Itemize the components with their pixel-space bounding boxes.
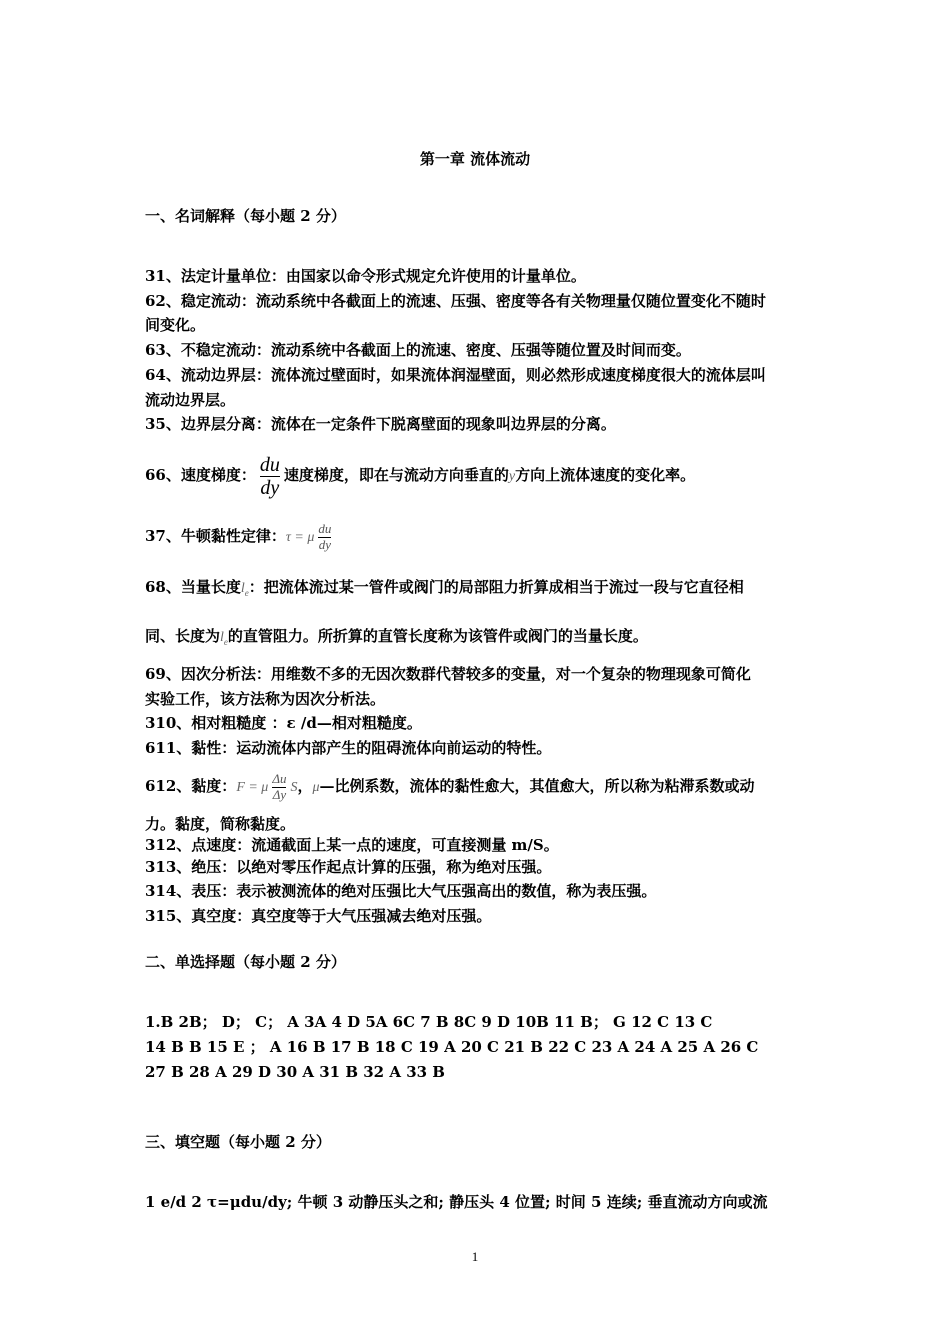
newton-law-lhs: τ = μ: [285, 530, 315, 545]
section-heading-definitions: 一、名词解释（每小题 2 分）: [145, 207, 346, 225]
page-number: 1: [471, 1249, 479, 1264]
definition-66-text: 速度梯度，即在与流动方向垂直的: [283, 466, 509, 484]
definition-315: 315、真空度：真空度等于大气压强减去绝对压强。: [145, 907, 492, 925]
definition-313: 313、绝压：以绝对零压作起点计算的压强，称为绝对压强。: [145, 858, 552, 876]
answers-row-3: 27 B 28 A 29 D 30 A 31 B 32 A 33 B: [145, 1063, 445, 1081]
viscosity-formula-lhs: F = μ: [236, 780, 269, 795]
section-heading-fill-blank: 三、填空题（每小题 2 分）: [145, 1133, 331, 1151]
definition-63: 63、不稳定流动：流动系统中各截面上的流速、密度、压强等随位置及时间而变。: [145, 341, 691, 359]
definition-312: 312、点速度：流通截面上某一点的速度，可直接测量 m/S。: [145, 836, 559, 854]
definition-64-cont: 流动边界层。: [145, 391, 236, 409]
definition-62-cont: 间变化。: [145, 316, 206, 334]
definition-37: 37、牛顿黏性定律：τ = μ $\frac{du}{dy}$: [145, 521, 332, 552]
definition-64: 64、流动边界层：流体流过壁面时，如果流体润湿壁面，则必然形成速度梯度很大的流体层叫: [145, 366, 766, 384]
definition-612-cont: 力。黏度，简称黏度。: [145, 815, 296, 833]
definition-69-cont: 实验工作，该方法称为因次分析法。: [145, 690, 386, 708]
chapter-title: 第一章 流体流动: [419, 150, 531, 168]
answers-row-2: 14 B B 15 E ； A 16 B 17 B 18 C 19 A 20 C 21 B 22 C 23 A 24 A 25 A 26 C: [145, 1038, 759, 1056]
newton-law-fraction: $\frac{du}{dy}$: [318, 521, 332, 552]
definition-62: 62、稳定流动：流动系统中各截面上的流速、压强、密度等各有关物理量仅随位置变化不随时: [145, 292, 766, 310]
definition-66-label: 66、速度梯度：: [145, 466, 256, 484]
definition-69: 69、因次分析法：用维数不多的无因次数群代替较多的变量，对一个复杂的物理现象可简化: [145, 665, 751, 683]
velocity-gradient-formula: $\frac{du}{dy}$: [259, 453, 280, 499]
definition-35: 35、边界层分离：流体在一定条件下脱离壁面的现象叫边界层的分离。: [145, 415, 616, 433]
definition-68: 68、当量长度$l_e$：把流体流过某一管件或阀门的局部阻力折算成相当于流过一段与它直径相: [145, 578, 744, 598]
section-heading-single-choice: 二、单选择题（每小题 2 分）: [145, 953, 346, 971]
fill-blank-answers: 1 e/d 2 τ=μdu/dy; 牛顿 3 动静压头之和; 静压头 4 位置; 时间 5 连续; 垂直流动方向或流: [145, 1193, 768, 1211]
definition-314: 314、表压：表示被测流体的绝对压强比大气压强高出的数值，称为表压强。: [145, 882, 657, 900]
definition-68-cont: 同、长度为$l_e$的直管阻力。所折算的直管长度称为该管件或阀门的当量长度。: [145, 627, 648, 647]
definition-611: 611、黏性：运动流体内部产生的阻碍流体向前运动的特性。: [145, 739, 552, 757]
answers-row-1: 1.B 2B； D； C； A 3A 4 D 5A 6C 7 B 8C 9 D 10B 11 B； G 12 C 13 C: [145, 1013, 713, 1031]
definition-66: 66、速度梯度： $\frac{du}{dy}$ 速度梯度，即在与流动方向垂直的y方向上流体速度的变化率。: [145, 453, 696, 499]
definition-31: 31、法定计量单位：由国家以命令形式规定允许使用的计量单位。: [145, 267, 586, 285]
viscosity-formula-fraction: $\frac{\Delta u}{\Delta y}$: [272, 771, 287, 802]
definition-612: 612、黏度：F = μ $\frac{\Delta u}{\Delta y}$ S，μ—比例系数，流体的黏性愈大，其值愈大，所以称为粘滞系数或动: [145, 771, 755, 802]
definition-310: 310、相对粗糙度 ：ε /d—相对粗糙度。: [145, 714, 422, 732]
